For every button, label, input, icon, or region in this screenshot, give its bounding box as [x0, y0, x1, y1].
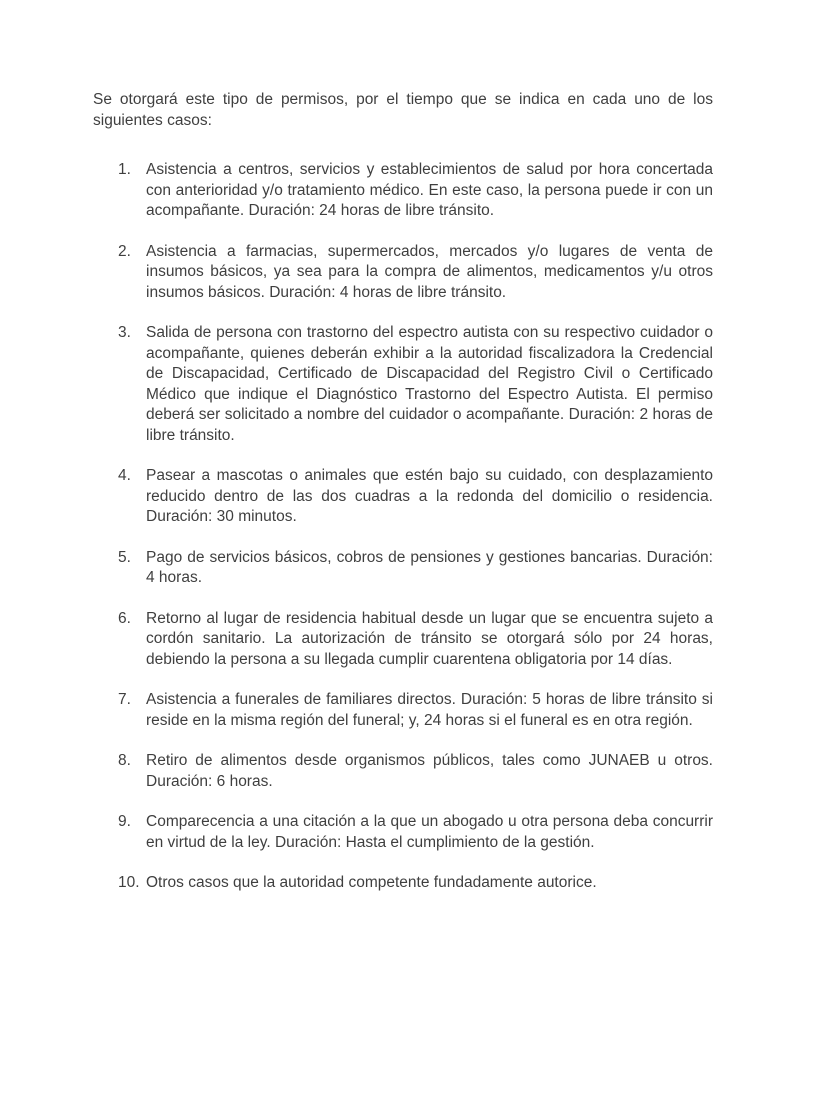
- list-item-number: 5.: [118, 548, 131, 566]
- list-item-number: 8.: [118, 752, 131, 769]
- list-item-text: Salida de persona con trastorno del espectro autista con su respectivo cuidador o acompañante, quienes deberán exhibir a la autoridad fiscalizadora la Credencial de Discapacidad, Certificado de Discapacidad del Registro Civil o Certificado Médico que indique el Diagnóstico Trastorno del Espectro Autista. El permiso deberá ser solicitado a nombre del cuidador o acompañante. Duración: 2 horas de libre tránsito.: [146, 324, 713, 444]
- list-item-number: 6.: [118, 609, 131, 627]
- list-item-number: 4.: [118, 467, 131, 484]
- list-item-text: Asistencia a centros, servicios y establecimientos de salud por hora concertada con anterioridad y/o tratamiento médico. En este caso, la persona puede ir con un acompañante. Duración: 24 horas de libre tránsito.: [146, 161, 713, 219]
- list-item: [93, 609, 713, 671]
- intro-paragraph: Se otorgará este tipo de permisos, por el tiempo que se indica en cada uno de los siguientes casos:: [93, 91, 713, 129]
- list-item: [93, 690, 713, 731]
- list-item: [93, 873, 713, 894]
- list-item-text: Pasear a mascotas o animales que estén bajo su cuidado, con desplazamiento reducido dentro de las dos cuadras a la redonda del domicilio o residencia. Duración: 30 minutos.: [146, 467, 713, 525]
- list-item: [93, 242, 713, 304]
- list-item: [93, 751, 713, 792]
- list-item-number: 3.: [118, 324, 131, 341]
- list-item: [93, 548, 713, 589]
- list-item-number: 2.: [118, 242, 131, 260]
- list-item-number: 7.: [118, 691, 131, 708]
- list-item-number: 9.: [118, 813, 131, 830]
- list-item-text: Pago de servicios básicos, cobros de pensiones y gestiones bancarias. Duración: 4 horas.: [146, 548, 713, 586]
- list-item-text: Asistencia a funerales de familiares directos. Duración: 5 horas de libre tránsito si reside en la misma región del funeral; y, 24 horas si el funeral es en otra región.: [146, 691, 713, 729]
- list-item-text: Retorno al lugar de residencia habitual desde un lugar que se encuentra sujeto a cordón sanitario. La autorización de tránsito se otorgará sólo por 24 horas, debiendo la persona a su llegada cumplir cuarentena obligatoria por 14 días.: [146, 609, 713, 668]
- list-item-number: 1.: [118, 161, 131, 178]
- list-item-number: 10.: [118, 874, 140, 891]
- list-item: [93, 323, 713, 446]
- list-item-text: Retiro de alimentos desde organismos públicos, tales como JUNAEB u otros. Duración: 6 horas.: [146, 752, 713, 790]
- list-item: [93, 160, 713, 222]
- list-item-text: Comparecencia a una citación a la que un abogado u otra persona deba concurrir en virtud de la ley. Duración: Hasta el cumplimiento de la gestión.: [146, 813, 713, 851]
- list-item: [93, 466, 713, 528]
- list-item-text: Otros casos que la autoridad competente fundadamente autorice.: [146, 874, 597, 891]
- list-item: [93, 812, 713, 853]
- list-item-text: Asistencia a farmacias, supermercados, mercados y/o lugares de venta de insumos básicos, ya sea para la compra de alimentos, medicamentos y/u otros insumos básicos. Duración: 4 horas de libre tránsito.: [146, 242, 713, 301]
- cases-list: [93, 160, 713, 914]
